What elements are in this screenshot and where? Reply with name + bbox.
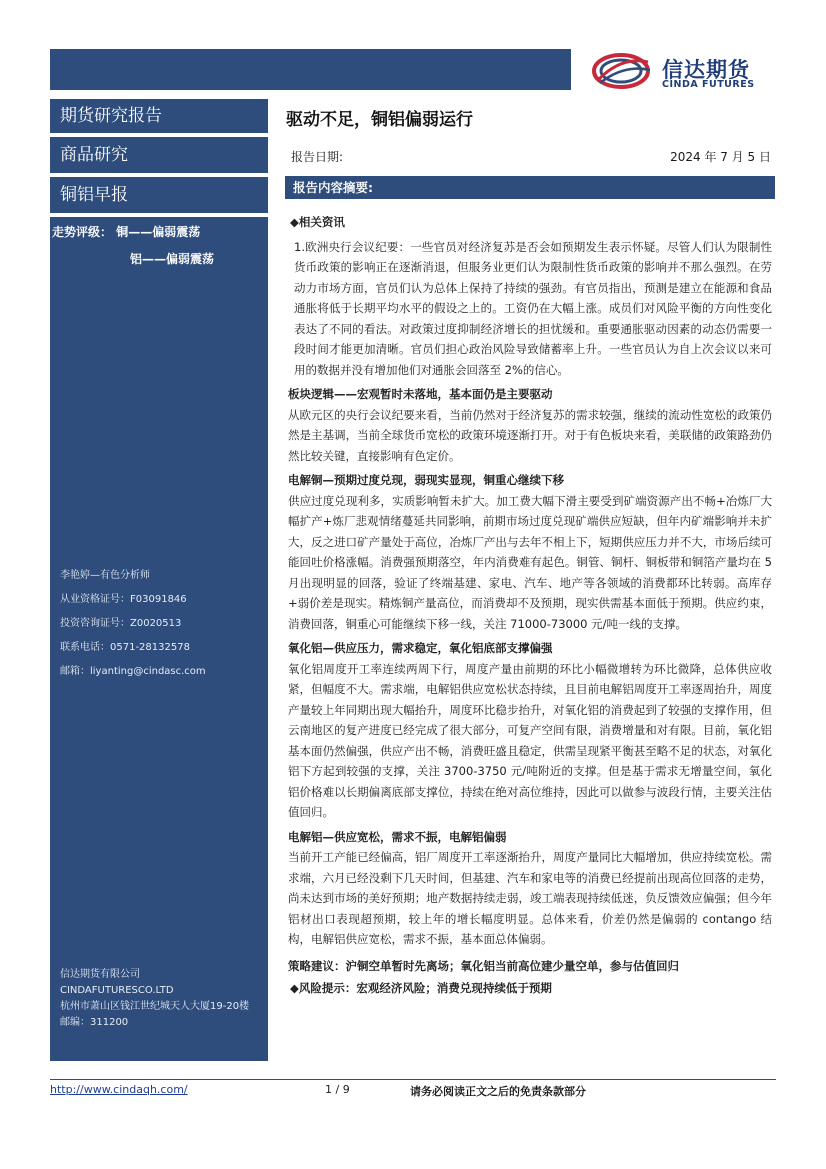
company-address: 杭州市萧山区钱江世纪城天人大厦19-20楼 [60,1001,250,1012]
brand-logo [590,50,780,92]
report-content [288,208,772,999]
company-postcode: 邮编：311200 [60,1017,129,1028]
header-bar [50,49,571,90]
date-value: 2024 年 7 月 5 日 [670,150,771,164]
copper-heading: 电解铜—预期过度兑现，弱现实显现，铜重心继续下移 [288,473,564,487]
company-info [60,967,260,1031]
rating-label: 走势评级： [52,225,113,239]
sector-heading: 板块逻辑——宏观暂时未落地，基本面仍是主要驱动 [288,387,553,401]
news-heading: ◆相关资讯 [290,215,345,229]
summary-header: 报告内容摘要: [285,176,775,199]
company-name-en: CINDAFUTURESCO.LTD [60,985,174,996]
analyst-info [60,564,206,684]
strategy-advice: 策略建议：沪铜空单暂时先离场；氧化铝当前高位建少量空单，参与估值回归 [288,958,679,973]
analyst-phone: 联系电话：0571-28132578 [60,642,190,653]
website-link[interactable]: http://www.cindaqh.com/ [50,1083,188,1096]
company-name-cn: 信达期货有限公司 [60,969,140,980]
analyst-email[interactable]: 邮箱：liyanting@cindasc.com [60,666,206,677]
disclaimer-note: 请务必阅读正文之后的免责条款部分 [410,1085,586,1098]
sector-body: 从欧元区的央行会议纪要来看，当前仍然对于经济复苏的需求较强，继续的流动性宽松的政策仍然是主基调，当前全球货币宽松的政策环境逐渐打开。对于有色板块来看，美联储的政策路劲仍然比较关键，直接影响有色定价。 [288,407,772,463]
report-product: 铜铝早报 [50,177,268,217]
sidebar [50,99,268,1061]
rating-aluminum: 铝——偏弱震荡 [130,252,215,266]
alumina-heading: 氧化铝—供应压力，需求稳定，氧化铝底部支撑偏强 [288,641,553,655]
analyst-consult-cert: 投资咨询证号：Z0020513 [60,618,182,629]
alumina-body: 氧化铝周度开工率连续两周下行，周度产量由前期的环比小幅微增转为环比微降，总体供应收紧，但幅度不大。需求端，电解铝供应宽松状态持续，且目前电解铝周度开工率逐周抬升，周度产量较上年同期出现大幅抬升，周度环比稳步抬升，对氧化铝的消费起到了较强的支撑作用，但云南地区的复产进度已经完成了很大部分，可复产空间有限，消费增量和对有限。目前，氧化铝基本面仍然偏强，供应产出不畅，消费旺盛且稳定，供需呈现紧平衡甚至略不足的状态，对氧化铝下方起到较强的支撑，关注 3700-3750 元/吨附近的支撑。但是基于需求无增量空间，氧化铝价格难以长期偏离底部支撑位，持续在绝对高位维持，因此可以做参与波段行情，主要关注估值回归。 [288,661,772,819]
report-type: 期货研究报告 [50,99,268,137]
report-category: 商品研究 [50,137,268,177]
news-paragraph: 1.欧洲央行会议纪要：一些官员对经济复苏是否会如预期发生表示怀疑。尽管人们认为限制性货币政策的影响正在逐渐消退，但服务业更们认为限制性货币政策的影响并不那么强烈。在劳动力市场方面，官员们认为总体上保持了持续的强劲。有官员指出，预测是建立在能源和食品通胀将低于长期平均水平的假设之上的。工资仍在大幅上涨。成员们对风险平衡的方向性变化表达了不同的看法。对政策过度抑制经济增长的担忧缓和。重要通胀驱动因素的动态仍需要一段时间才能更加清晰。官员们担心政治风险导致储蓄率上升。一些官员认为自上次会议以来可用的数据并没有增加他们对通胀会回落至 2%的信心。 [294,239,772,377]
aluminum-body: 当前开工产能已经偏高，铝厂周度开工率逐渐抬升，周度产量同比大幅增加，供应持续宽松。需求端，六月已经没剩下几天时间，但基建、汽车和家电等的消费已经提前出现高位回落的走势，尚未达到市场的美好预期；地产数据持续走弱，竣工端表现持续低迷，负反馈效应偏强；但今年铝材出口表现超预期，较上年的增长幅度明显。总体来看，价差仍然是偏弱的 contango 结构，电解铝供应宽松，需求不振，基本面总体偏弱。 [288,850,772,946]
analyst-qualification: 从业资格证号：F03091846 [60,594,187,605]
trend-rating [50,217,268,277]
footer-divider [50,1079,776,1080]
rating-copper: 铜——偏弱震荡 [116,225,201,239]
copper-body: 供应过度兑现利多，实质影响暂未扩大。加工费大幅下滑主要受到矿端资源产出不畅+冶炼厂大幅扩产+炼厂悲观情绪蔓延共同影响，前期市场过度兑现矿端供应短缺，但年内矿端影响并未扩大，反之进口矿产量处于高位，冶炼厂产出与去年不相上下，短期供应压力并不大，市场后续可能回吐价格涨幅。消费强预期落空，年内消费难有起色。铜管、铜杆、铜板带和铜箔产量均在 5 月出现明显的回落，验证了终端基建、家电、汽车、地产等各领域的消费都环比转弱。高库存+弱价差是现实。精炼铜产量高位，而消费却不及预期，现实供需基本面低于预期。供应约束，消费回落，铜重心可能继续下移一线，关注 71000-73000 元/吨一线的支撑。 [288,493,772,631]
page-number: 1 / 9 [325,1083,350,1096]
brand-name-cn: 信达期货 [662,58,750,82]
aluminum-heading: 电解铝—供应宽松，需求不振，电解铝偏弱 [288,829,507,844]
analyst-name: 李艳婷—有色分析师 [60,570,150,581]
brand-name-en: CINDA FUTURES [662,79,755,90]
report-title: 驱动不足，铜铝偏弱运行 [286,110,473,130]
risk-warning: ◆风险提示：宏观经济风险；消费兑现持续低于预期 [290,981,552,995]
date-label: 报告日期: [291,150,344,164]
cinda-logo-icon [590,50,656,92]
